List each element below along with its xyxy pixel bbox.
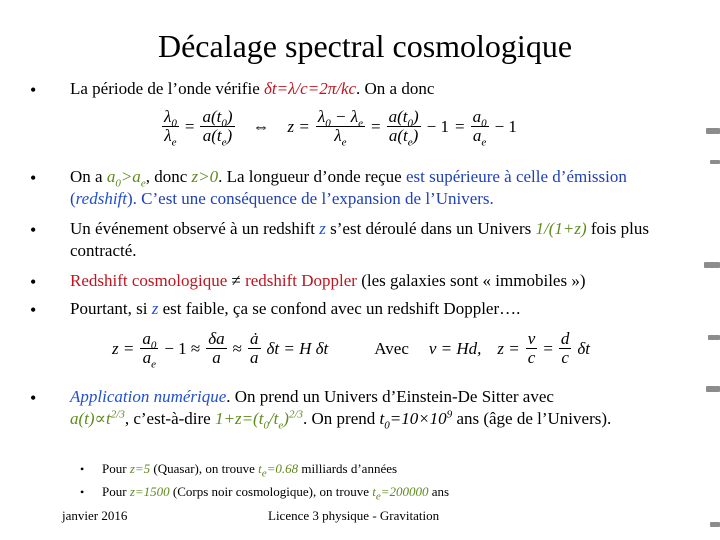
equation-redshift-definition: $\frac{\lambda_0}{\lambda_e}$ = $\frac{a(t_0)}{a(t_e)}$ ⇔ z = $\frac{\lambda_0 - \lambda_e}{\lambda_e}$ = $\frac{a(t_0)}{a(t_e)}$ − 1 = $\frac{a_0}{a_e}$ − 1 [164, 107, 517, 149]
period-formula: δt=λ/c=2π/kc [264, 79, 357, 98]
decorative-edge-marks [700, 0, 720, 540]
fraction: $\frac{\lambda_0}{\lambda_e}$ [164, 107, 177, 149]
bullet-period [70, 78, 690, 100]
fraction: $\frac{a(t_0)}{a(t_e)}$ [202, 107, 233, 149]
avec-label: Avec [374, 338, 409, 358]
sub-bullet-marker: • [80, 462, 85, 476]
bullet-marker: • [30, 272, 37, 292]
fraction: $\frac{a_0}{a_e}$ [472, 107, 487, 149]
bullet-cosmo-vs-doppler: Redshift cosmologique ≠ redshift Doppler (les galaxies sont « immobiles ») [70, 271, 586, 290]
bullet-small-z: Pourtant, si z est faible, ça se confond avec un redshift Doppler…. [70, 299, 521, 318]
equation-hubble-law: z = $\frac{a_0}{a_e}$ − 1 ≈ $\frac{\delta a}{a}$ ≈ $\frac{ȧ}{a}$ δt = H δt Avec v = Hd, z = $\frac{v}{c}$ = $\frac{d}{c}$ δt [112, 329, 591, 371]
sub-bullet-quasar: Pour z=5 (Quasar), on trouve $t_e=0.68$ milliards d’années [102, 461, 398, 480]
fraction: $\frac{a(t_0)}{a(t_e)}$ [388, 107, 419, 149]
highlight-text: est supérieure à celle d’émission [405, 167, 627, 186]
footer-course: Licence 3 physique - Gravitation [268, 508, 440, 523]
bullet-numerical-application: Application numérique. On prend un Univers d’Einstein-De Sitter avec $a(t)\propto t^{2/3}$, c’est-à-dire $1+z=(t_0/t_e)^{2/3}$. On prend $t_0=10\times 10^9$ ans (âge de l’Univers). [70, 387, 612, 432]
bullet-text: La période de l’onde vérifie [70, 79, 264, 98]
fraction: $\frac{\lambda_0 - \lambda_e}{\lambda_e}$ [317, 107, 363, 149]
bullet-marker: • [30, 80, 37, 100]
sub-bullet-marker: • [80, 485, 85, 499]
bullet-marker: • [30, 388, 37, 408]
slide-title: Décalage spectral cosmologique [157, 28, 573, 64]
sub-bullet-cmb: Pour z=1500 (Corps noir cosmologique), on trouve $t_e=200000$ ans [102, 484, 450, 503]
bullet-marker: • [30, 168, 37, 188]
bullet-contracted-universe: Un événement observé à un redshift z s’est déroulé dans un Univers 1/(1+z) fois plus contracté. [70, 219, 649, 260]
bullet-text: . On a donc [356, 79, 435, 98]
footer-date: janvier 2016 [62, 508, 128, 523]
equivalence-arrow: ⇔ [252, 116, 270, 136]
bullet-redshift-positive: On a $a_0>a_e$, donc z>0. La longueur d’onde reçue est supérieure à celle d’émission (redshift). C’est une conséquence de l’expansion de l’Univers. [70, 167, 627, 208]
bullet-marker: • [30, 220, 37, 240]
bullet-marker: • [30, 300, 37, 320]
